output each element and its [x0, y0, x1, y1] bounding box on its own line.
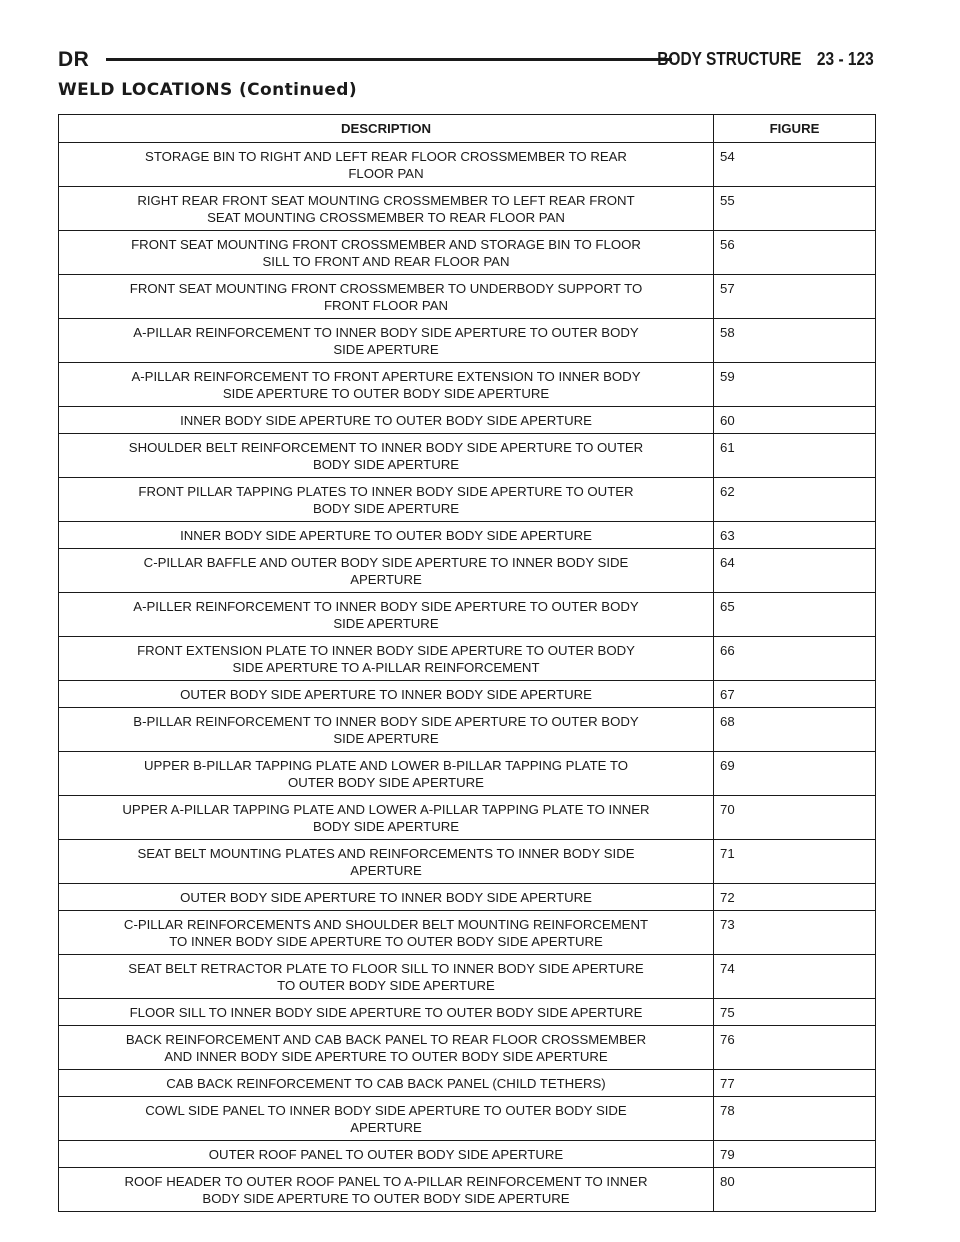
row-description: [59, 955, 714, 999]
row-description: [59, 407, 714, 434]
header-page-number: 23 - 123: [817, 49, 874, 69]
description-line: FRONT PILLAR TAPPING PLATES TO INNER BODY SIDE APERTURE TO OUTER: [138, 484, 634, 499]
row-figure-number: 67: [714, 681, 876, 708]
row-description: [59, 522, 714, 549]
table-row: [59, 319, 876, 363]
description-line: OUTER ROOF PANEL TO OUTER BODY SIDE APERTURE: [208, 1147, 564, 1162]
description-line: FRONT FLOOR PAN: [323, 298, 449, 313]
table-row: [59, 1026, 876, 1070]
description-line: COWL SIDE PANEL TO INNER BODY SIDE APERTURE TO OUTER BODY SIDE: [145, 1103, 627, 1118]
row-description: [59, 363, 714, 407]
table-row: [59, 275, 876, 319]
table-row: [59, 955, 876, 999]
row-description: [59, 1026, 714, 1070]
row-figure-number: 76: [714, 1026, 876, 1070]
row-description: [59, 231, 714, 275]
table-row: [59, 1141, 876, 1168]
header-section-page: [657, 49, 874, 70]
table-row: [59, 1168, 876, 1212]
description-line: SIDE APERTURE: [333, 616, 439, 631]
table-body: [59, 143, 876, 1212]
description-line: B-PILLAR REINFORCEMENT TO INNER BODY SIDE APERTURE TO OUTER BODY: [133, 714, 639, 729]
description-line: TO INNER BODY SIDE APERTURE TO OUTER BODY SIDE APERTURE: [169, 934, 603, 949]
table-row: [59, 1070, 876, 1097]
description-line: INNER BODY SIDE APERTURE TO OUTER BODY SIDE APERTURE: [180, 528, 592, 543]
table-row: [59, 681, 876, 708]
row-figure-number: 69: [714, 752, 876, 796]
description-line: BODY SIDE APERTURE TO OUTER BODY SIDE APERTURE: [202, 1191, 570, 1206]
table-row: [59, 911, 876, 955]
description-line: SHOULDER BELT REINFORCEMENT TO INNER BODY SIDE APERTURE TO OUTER: [128, 440, 644, 455]
description-line: ROOF HEADER TO OUTER ROOF PANEL TO A-PILLAR REINFORCEMENT TO INNER: [124, 1174, 648, 1189]
table-row: [59, 1097, 876, 1141]
header-rule: [106, 58, 672, 61]
row-description: [59, 884, 714, 911]
description-line: FLOOR PAN: [348, 166, 424, 181]
table-row: [59, 187, 876, 231]
table-row: [59, 407, 876, 434]
row-description: [59, 143, 714, 187]
table-row: [59, 637, 876, 681]
description-line: APERTURE: [350, 572, 422, 587]
row-figure-number: 78: [714, 1097, 876, 1141]
description-line: RIGHT REAR FRONT SEAT MOUNTING CROSSMEMBER TO LEFT REAR FRONT: [137, 193, 635, 208]
row-description: [59, 681, 714, 708]
description-line: AND INNER BODY SIDE APERTURE TO OUTER BODY SIDE APERTURE: [164, 1049, 608, 1064]
table-row: [59, 999, 876, 1026]
row-description: [59, 708, 714, 752]
row-description: [59, 549, 714, 593]
description-line: OUTER BODY SIDE APERTURE TO INNER BODY SIDE APERTURE: [180, 687, 592, 702]
row-figure-number: 65: [714, 593, 876, 637]
description-line: SEAT BELT MOUNTING PLATES AND REINFORCEMENTS TO INNER BODY SIDE: [137, 846, 635, 861]
row-figure-number: 63: [714, 522, 876, 549]
row-description: [59, 1141, 714, 1168]
table-row: [59, 840, 876, 884]
table-row: [59, 363, 876, 407]
description-line: UPPER B-PILLAR TAPPING PLATE AND LOWER B-PILLAR TAPPING PLATE TO: [144, 758, 628, 773]
row-figure-number: 70: [714, 796, 876, 840]
description-line: C-PILLAR BAFFLE AND OUTER BODY SIDE APERTURE TO INNER BODY SIDE: [143, 555, 629, 570]
row-figure-number: 80: [714, 1168, 876, 1212]
row-description: [59, 1097, 714, 1141]
row-figure-number: 77: [714, 1070, 876, 1097]
row-description: [59, 999, 714, 1026]
table-row: [59, 549, 876, 593]
table-row: [59, 522, 876, 549]
row-figure-number: 74: [714, 955, 876, 999]
table-row: [59, 593, 876, 637]
row-figure-number: 64: [714, 549, 876, 593]
description-line: BODY SIDE APERTURE: [312, 819, 460, 834]
header-model-code: DR: [58, 48, 90, 71]
row-figure-number: 54: [714, 143, 876, 187]
column-header-figure: FIGURE: [714, 115, 876, 143]
column-header-description: DESCRIPTION: [59, 115, 714, 143]
row-figure-number: 57: [714, 275, 876, 319]
description-line: SEAT BELT RETRACTOR PLATE TO FLOOR SILL TO INNER BODY SIDE APERTURE: [128, 961, 644, 976]
row-figure-number: 79: [714, 1141, 876, 1168]
description-line: UPPER A-PILLAR TAPPING PLATE AND LOWER A-PILLAR TAPPING PLATE TO INNER: [122, 802, 650, 817]
row-figure-number: 58: [714, 319, 876, 363]
table-header-row: [59, 115, 876, 143]
description-line: A-PILLAR REINFORCEMENT TO INNER BODY SIDE APERTURE TO OUTER BODY: [133, 325, 639, 340]
row-figure-number: 73: [714, 911, 876, 955]
description-line: STORAGE BIN TO RIGHT AND LEFT REAR FLOOR CROSSMEMBER TO REAR: [145, 149, 627, 164]
description-line: APERTURE: [350, 1120, 422, 1135]
table-row: [59, 796, 876, 840]
row-figure-number: 71: [714, 840, 876, 884]
description-line: C-PILLAR REINFORCEMENTS AND SHOULDER BELT MOUNTING REINFORCEMENT: [123, 917, 649, 932]
description-line: CAB BACK REINFORCEMENT TO CAB BACK PANEL (CHILD TETHERS): [166, 1076, 606, 1091]
header-section-title: BODY STRUCTURE: [657, 49, 802, 69]
table-row: [59, 231, 876, 275]
description-line: SIDE APERTURE: [333, 731, 439, 746]
row-description: [59, 752, 714, 796]
row-figure-number: 59: [714, 363, 876, 407]
row-description: [59, 478, 714, 522]
description-line: FRONT EXTENSION PLATE TO INNER BODY SIDE APERTURE TO OUTER BODY: [137, 643, 635, 658]
description-line: FRONT SEAT MOUNTING FRONT CROSSMEMBER TO UNDERBODY SUPPORT TO: [129, 281, 643, 296]
row-description: [59, 319, 714, 363]
row-figure-number: 61: [714, 434, 876, 478]
description-line: BODY SIDE APERTURE: [312, 501, 460, 516]
section-subtitle: WELD LOCATIONS (Continued): [58, 80, 358, 100]
table-row: [59, 884, 876, 911]
row-description: [59, 275, 714, 319]
description-line: BACK REINFORCEMENT AND CAB BACK PANEL TO REAR FLOOR CROSSMEMBER: [125, 1032, 647, 1047]
description-line: FLOOR SILL TO INNER BODY SIDE APERTURE TO OUTER BODY SIDE APERTURE: [129, 1005, 643, 1020]
row-figure-number: 68: [714, 708, 876, 752]
row-figure-number: 56: [714, 231, 876, 275]
row-description: [59, 434, 714, 478]
table-row: [59, 708, 876, 752]
description-line: BODY SIDE APERTURE: [312, 457, 460, 472]
weld-locations-table: [58, 114, 876, 1212]
description-line: INNER BODY SIDE APERTURE TO OUTER BODY SIDE APERTURE: [180, 413, 592, 428]
table-row: [59, 752, 876, 796]
description-line: OUTER BODY SIDE APERTURE TO INNER BODY SIDE APERTURE: [180, 890, 592, 905]
page-header: [58, 46, 874, 74]
table-row: [59, 434, 876, 478]
description-line: OUTER BODY SIDE APERTURE: [288, 775, 484, 790]
row-description: [59, 840, 714, 884]
row-figure-number: 66: [714, 637, 876, 681]
table-row: [59, 478, 876, 522]
description-line: SIDE APERTURE: [333, 342, 439, 357]
description-line: A-PILLER REINFORCEMENT TO INNER BODY SIDE APERTURE TO OUTER BODY: [133, 599, 639, 614]
description-line: TO OUTER BODY SIDE APERTURE: [277, 978, 495, 993]
row-description: [59, 187, 714, 231]
row-description: [59, 1168, 714, 1212]
row-description: [59, 1070, 714, 1097]
row-figure-number: 60: [714, 407, 876, 434]
row-description: [59, 796, 714, 840]
row-description: [59, 637, 714, 681]
row-figure-number: 72: [714, 884, 876, 911]
description-line: SIDE APERTURE TO A-PILLAR REINFORCEMENT: [232, 660, 540, 675]
row-figure-number: 75: [714, 999, 876, 1026]
description-line: A-PILLAR REINFORCEMENT TO FRONT APERTURE EXTENSION TO INNER BODY: [131, 369, 641, 384]
description-line: APERTURE: [350, 863, 422, 878]
description-line: FRONT SEAT MOUNTING FRONT CROSSMEMBER AND STORAGE BIN TO FLOOR: [131, 237, 641, 252]
description-line: SEAT MOUNTING CROSSMEMBER TO REAR FLOOR PAN: [207, 210, 565, 225]
row-description: [59, 911, 714, 955]
row-figure-number: 55: [714, 187, 876, 231]
description-line: SIDE APERTURE TO OUTER BODY SIDE APERTURE: [222, 386, 550, 401]
table-row: [59, 143, 876, 187]
row-description: [59, 593, 714, 637]
row-figure-number: 62: [714, 478, 876, 522]
description-line: SILL TO FRONT AND REAR FLOOR PAN: [262, 254, 510, 269]
